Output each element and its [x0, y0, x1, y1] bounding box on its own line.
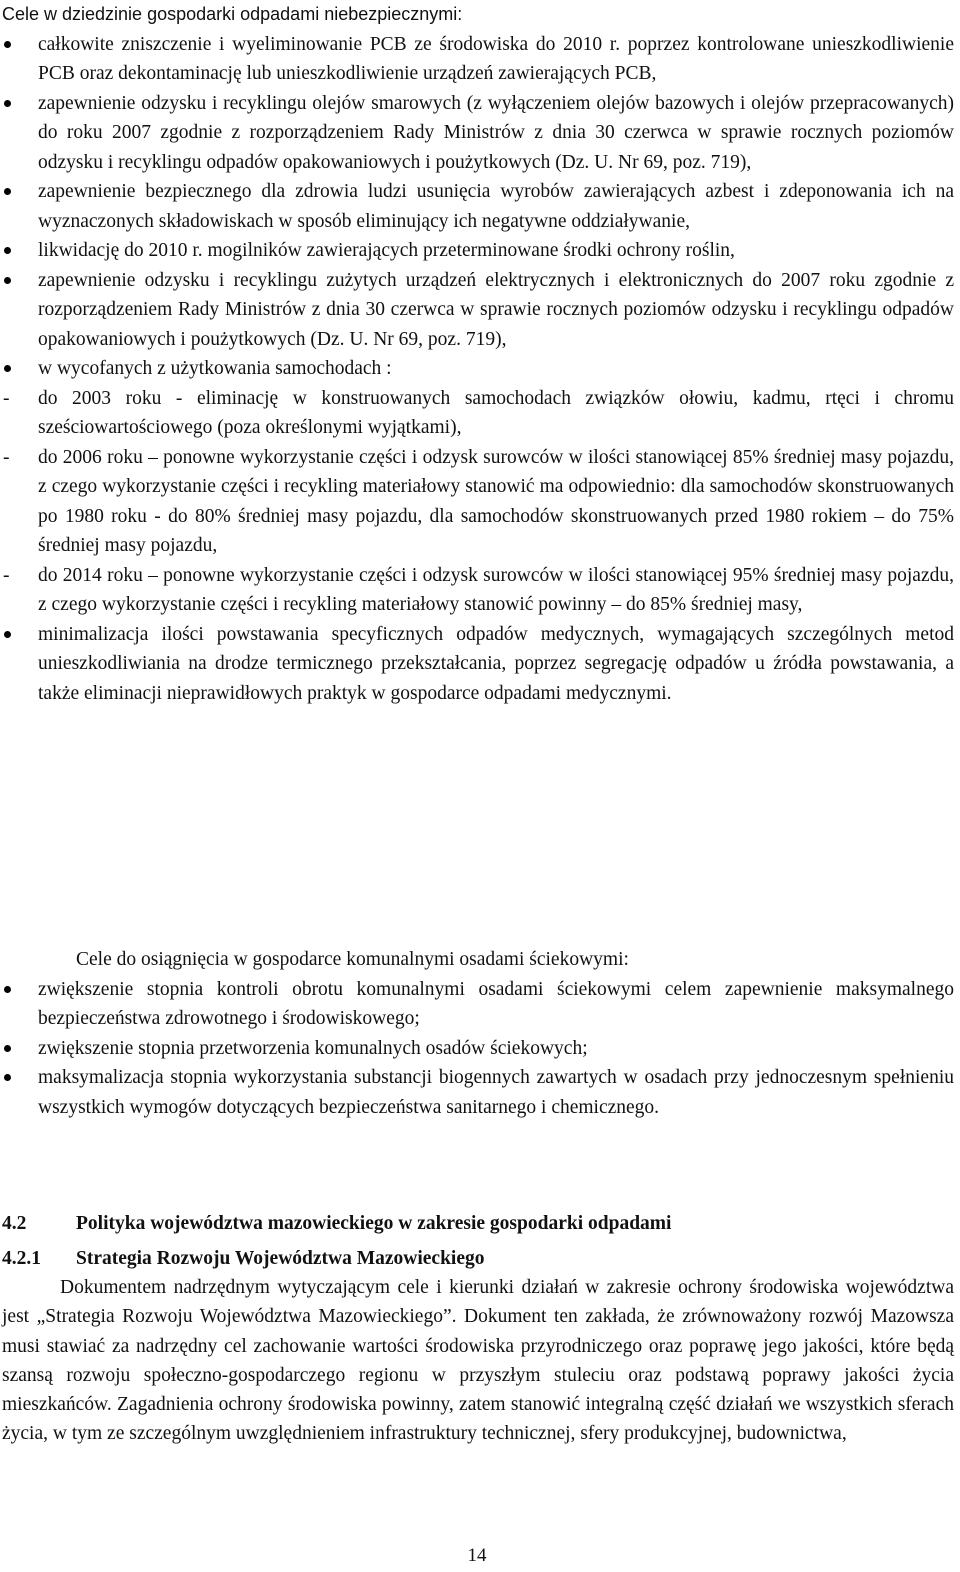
list-item — [0, 620, 954, 709]
list-item-text: do 2006 roku – ponowne wykorzystanie części i odzysk surowców w ilości stanowiącej 85% średniej masy pojazdu, z czego wykorzystanie części i recykling materiałowy stanowić ma odpowiednio: dla samochodów skonstruowanych po 1980 roku - do 80% średniej masy pojazdu, dla samochodów skonstruowanych przed 1980 rokiem – do 75% średniej masy pojazdu, — [38, 446, 954, 556]
list-item — [0, 443, 954, 561]
bullet-icon — [4, 1045, 11, 1052]
list-item — [0, 354, 954, 384]
bullet-icon — [4, 277, 11, 284]
list-item-text: całkowite zniszczenie i wyeliminowanie PCB ze środowiska do 2010 r. poprzez kontrolowane unieszkodliwienie PCB oraz dekontaminację lub unieszkodliwienie urządzeń zawierających PCB, — [38, 33, 954, 84]
list-item-text: maksymalizacja stopnia wykorzystania substancji biogennych zawartych w osadach przy jednoczesnym spełnieniu wszystkich wymogów dotyczących bezpieczeństwa sanitarnego i chemicznego. — [38, 1067, 954, 1118]
list-item — [0, 561, 954, 620]
list-item-text: do 2003 roku - eliminację w konstruowanych samochodach związków ołowiu, kadmu, rtęci i chromu sześciowartościowego (poza określonymi wyjątkami), — [38, 387, 954, 438]
list-item — [0, 975, 954, 1034]
bullet-icon — [4, 100, 11, 107]
sewage-sludge-list — [0, 975, 954, 1123]
list-item — [0, 384, 954, 443]
list-item-text: likwidację do 2010 r. mogilników zawierających przeterminowane środki ochrony roślin, — [38, 240, 735, 261]
heading-text: Polityka województwa mazowieckiego w zakresie gospodarki odpadami — [76, 1213, 672, 1234]
list-item-text: zapewnienie odzysku i recyklingu olejów smarowych (z wyłączeniem olejów bazowych i olejów przepracowanych) do roku 2007 zgodnie z rozporządzeniem Rady Ministrów z dnia 30 czerwca w sprawie rocznych poziomów odzysku i recyklingu odpadów opakowaniowych i poużytkowych (Dz. U. Nr 69, poz. 719), — [38, 92, 954, 173]
bullet-icon — [4, 365, 11, 372]
bullet-icon — [4, 188, 11, 195]
section-heading-4-2-1 — [0, 1244, 485, 1273]
list-item-text: zapewnienie bezpiecznego dla zdrowia ludzi usunięcia wyrobów zawierających azbest i zdeponowania ich na wyznaczonych składowiskach w sposób eliminujący ich negatywne oddziaływanie, — [38, 181, 954, 232]
heading-number: 4.2.1 — [2, 1248, 41, 1269]
page-number: 14 — [467, 1545, 487, 1566]
list-item — [0, 236, 954, 266]
dash-marker: - — [3, 564, 10, 586]
bullet-icon — [4, 1074, 11, 1081]
heading-text: Strategia Rozwoju Województwa Mazowieckiego — [76, 1248, 485, 1269]
list-item — [0, 1063, 954, 1122]
bullet-icon — [4, 41, 11, 48]
section-heading-4-2 — [0, 1209, 671, 1238]
list-item-text: w wycofanych z użytkowania samochodach : — [38, 358, 392, 379]
heading-number: 4.2 — [2, 1213, 27, 1234]
list-item-text: minimalizacja ilości powstawania specyficznych odpadów medycznych, wymagających szczególnych metod unieszkodliwiania na drodze termicznego przekształcania, poprzez segregację odpadów u źródła powstawania, a także eliminacji nieprawidłowych praktyk w gospodarce odpadami medycznymi. — [38, 623, 954, 704]
dash-marker: - — [3, 387, 10, 409]
bullet-icon — [4, 631, 11, 638]
list-item-text: zapewnienie odzysku i recyklingu zużytych urządzeń elektrycznych i elektronicznych do 2007 roku zgodnie z rozporządzeniem Rady Ministrów z dnia 30 czerwca w sprawie rocznych poziomów odzysku i recyklingu odpadów opakowaniowych i poużytkowych (Dz. U. Nr 69, poz. 719), — [38, 269, 954, 350]
sewage-sludge-intro: Cele do osiągnięcia w gospodarce komunalnymi osadami ściekowymi: — [76, 949, 629, 970]
list-item — [0, 30, 954, 89]
list-item — [0, 177, 954, 236]
list-item-text: zwiększenie stopnia przetworzenia komunalnych osadów ściekowych; — [38, 1037, 588, 1059]
hazardous-waste-intro: Cele w dziedzinie gospodarki odpadami niebezpiecznymi: — [2, 4, 463, 24]
list-item-text: zwiększenie stopnia kontroli obrotu komunalnymi osadami ściekowymi celem zapewnienie maksymalnego bezpieczeństwa zdrowotnego i środowiskowego; — [38, 978, 954, 1029]
body-paragraph: Dokumentem nadrzędnym wytyczającym cele i kierunki działań w zakresie ochrony środowiska województwa jest „Strategia Rozwoju Województwa Mazowieckiego”. Dokument ten zakłada, że zrównoważony rozwój Mazowsza musi stawiać za nadrzędny cel zachowanie wartości środowiska przyrodniczego oraz poprawę jego jakości, które będą szansą rozwoju społeczno-gospodarczego regionu w przyszłym stuleciu oraz podstawą poprawy jakości życia mieszkańców. Zagadnienia ochrony środowiska powinny, zatem stanowić integralną część działań we wszystkich sferach życia, w tym ze szczególnym uwzględnieniem infrastruktury technicznej, sfery produkcyjnej, budownictwa, — [2, 1277, 954, 1445]
list-item — [0, 89, 954, 178]
list-item — [0, 266, 954, 355]
hazardous-waste-list — [0, 30, 954, 709]
hazardous-waste-section — [0, 0, 954, 708]
bullet-icon — [4, 247, 11, 254]
list-item-text: do 2014 roku – ponowne wykorzystanie części i odzysk surowców w ilości stanowiącej 95% średniej masy pojazdu, z czego wykorzystanie części i recykling materiałowy stanowić powinny – do 85% średniej masy, — [38, 564, 954, 615]
list-item — [0, 1034, 954, 1064]
sewage-sludge-section — [0, 945, 954, 1122]
dash-marker: - — [3, 446, 10, 468]
bullet-icon — [4, 986, 11, 993]
